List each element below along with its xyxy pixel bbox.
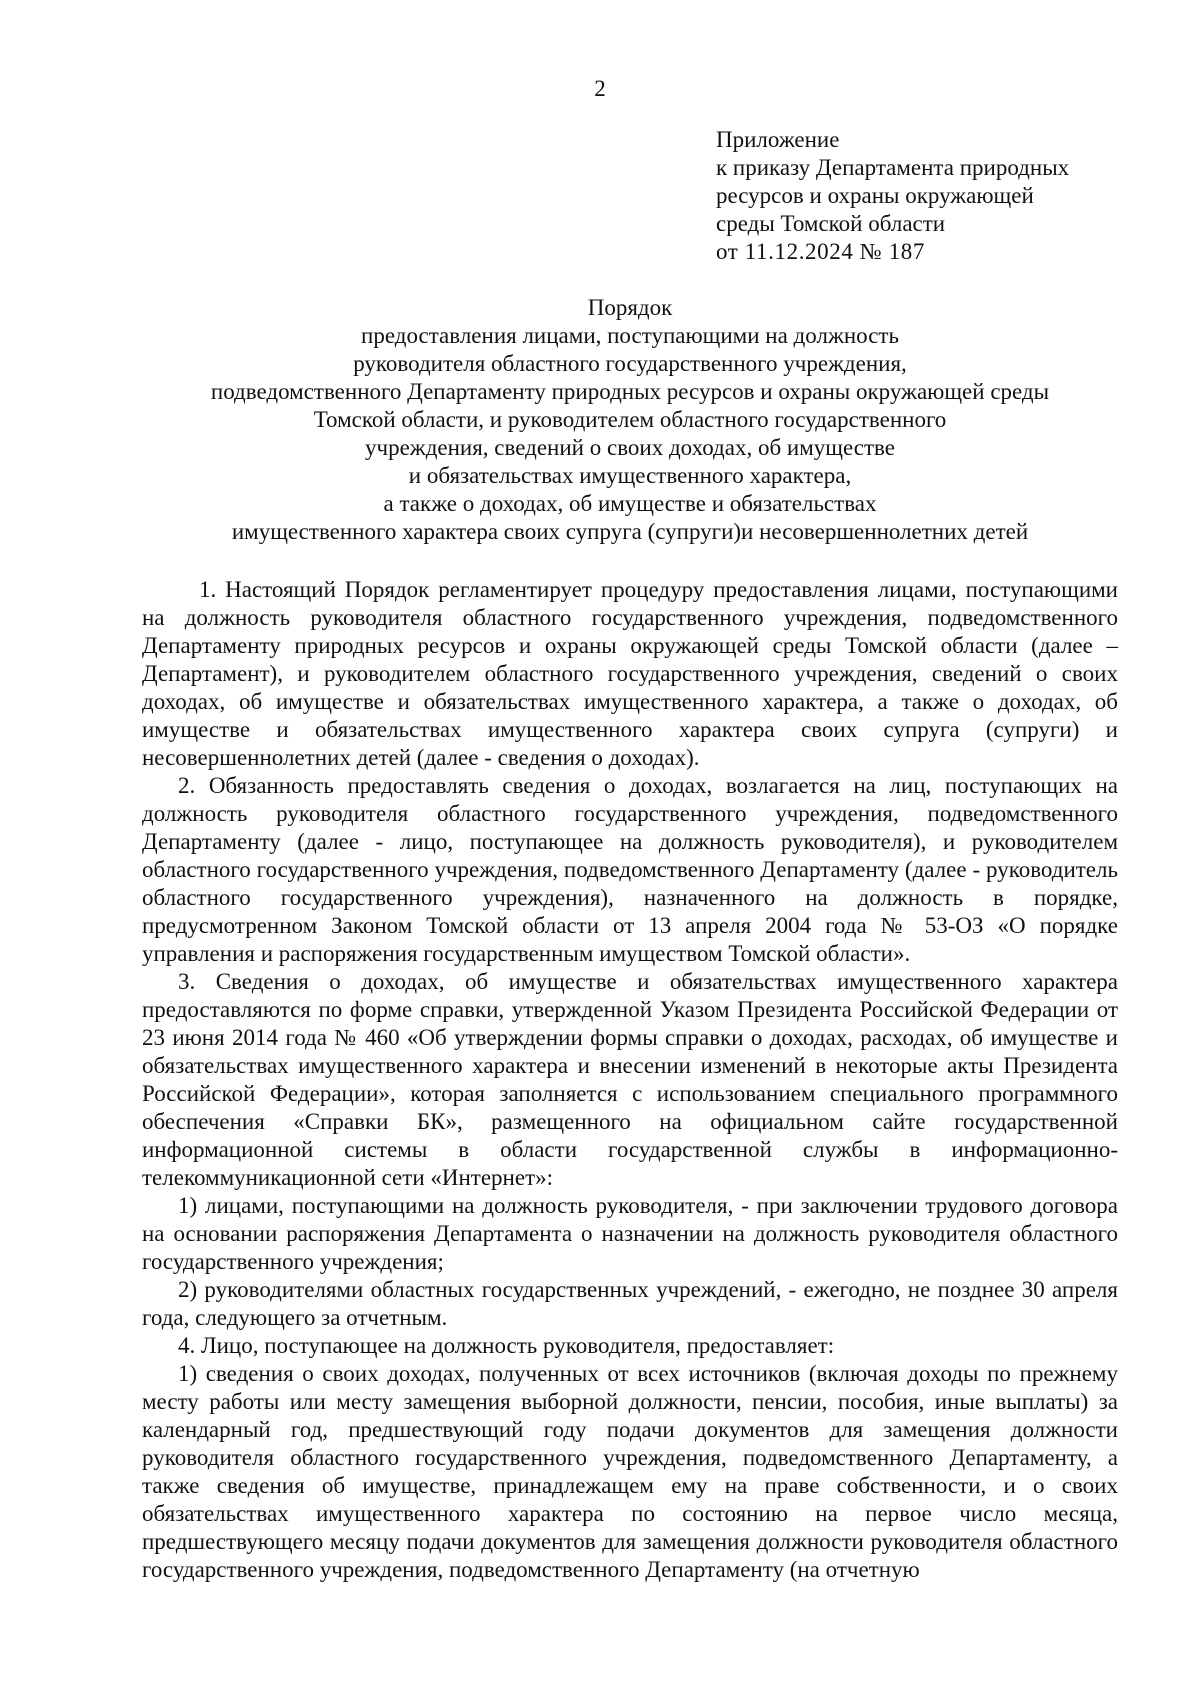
appendix-line: ресурсов и охраны окружающей (716, 183, 1034, 208)
title-line: и обязательствах имущественного характера, (408, 463, 852, 488)
title-line: предоставления лицами, поступающими на должность (361, 323, 899, 348)
title-line: руководителя областного государственного учреждения, (353, 351, 907, 376)
paragraph-4: 4. Лицо, поступающее на должность руководителя, предоставляет: (178, 1333, 835, 1358)
appendix-line: к приказу Департамента природных (716, 155, 1070, 180)
title-line: Томской области, и руководителем областного государственного (313, 407, 947, 432)
appendix-header (716, 126, 1136, 266)
appendix-date-line: от 11.12.2024 № 187 (716, 239, 925, 264)
title-line: Порядок (587, 295, 673, 320)
page-number: 2 (594, 76, 606, 101)
document-title (140, 294, 1120, 546)
title-line: учреждения, сведений о своих доходах, об имуществе (365, 435, 895, 460)
paragraph-3-item-1: 1) лицами, поступающими на должность руководителя, - при заключении трудового договора на основании распоряжения Департамента о назначении на должность руководителя областного государственного учреждения; (142, 1193, 1118, 1274)
title-line: подведомственного Департаменту природных ресурсов и охраны окружающей среды (210, 379, 1050, 404)
appendix-line: Приложение (716, 127, 840, 152)
title-line: имущественного характера своих супруга (супруги)и несовершеннолетних детей (231, 519, 1029, 544)
document-body (142, 576, 1118, 1584)
appendix-line: среды Томской области (716, 211, 946, 236)
paragraph-4-item-1: 1) сведения о своих доходах, полученных от всех источников (включая доходы по прежнему месту работы или месту замещения выборной должности, пенсии, пособия, иные выплаты) за календарный год, предшествующий году подачи документов для замещения должности руководителя областного государственного учреждения, подведомственного Департаменту, а также сведения об имуществе, принадлежащем ему на праве собственности, и о своих обязательствах имущественного характера по состоянию на первое число месяца, предшествующего месяцу подачи документов для замещения должности руководителя областного государственного учреждения, подведомственного Департаменту (на отчетную (142, 1361, 1118, 1582)
paragraph-2: 2. Обязанность предоставлять сведения о доходах, возлагается на лиц, поступающих на должность руководителя областного государственного учреждения, подведомственного Департаменту (далее - лицо, поступающее на должность руководителя), и руководителем областного государственного учреждения, подведомственного Департаменту (далее - руководитель областного государственного учреждения), назначенного на должность в порядке, предусмотренном Законом Томской области от 13 апреля 2004 года № 53-ОЗ «О порядке управления и распоряжения государственным имуществом Томской области». (142, 773, 1118, 966)
paragraph-3: 3. Сведения о доходах, об имуществе и обязательствах имущественного характера предоставляются по форме справки, утвержденной Указом Президента Российской Федерации от 23 июня 2014 года № 460 «Об утверждении формы справки о доходах, расходах, об имуществе и обязательствах имущественного характера и внесении изменений в некоторые акты Президента Российской Федерации», которая заполняется с использованием специального программного обеспечения «Справки БК», размещенного на официальном сайте государственной информационной системы в области государственной службы в информационно-телекоммуникационной сети «Интернет»: (142, 969, 1118, 1190)
paragraph-1: 1. Настоящий Порядок регламентирует процедуру предоставления лицами, поступающими на должность руководителя областного государственного учреждения, подведомственного Департаменту природных ресурсов и охраны окружающей среды Томской области (далее – Департамент), и руководителем областного государственного учреждения, сведений о своих доходах, об имуществе и обязательствах имущественного характера, а также о доходах, об имуществе и обязательствах имущественного характера своих супруга (супруги) и несовершеннолетних детей (далее - сведения о доходах). (142, 577, 1118, 770)
title-line: а также о доходах, об имуществе и обязательствах (383, 491, 877, 516)
paragraph-3-item-2: 2) руководителями областных государственных учреждений, - ежегодно, не позднее 30 апреля года, следующего за отчетным. (142, 1277, 1118, 1330)
